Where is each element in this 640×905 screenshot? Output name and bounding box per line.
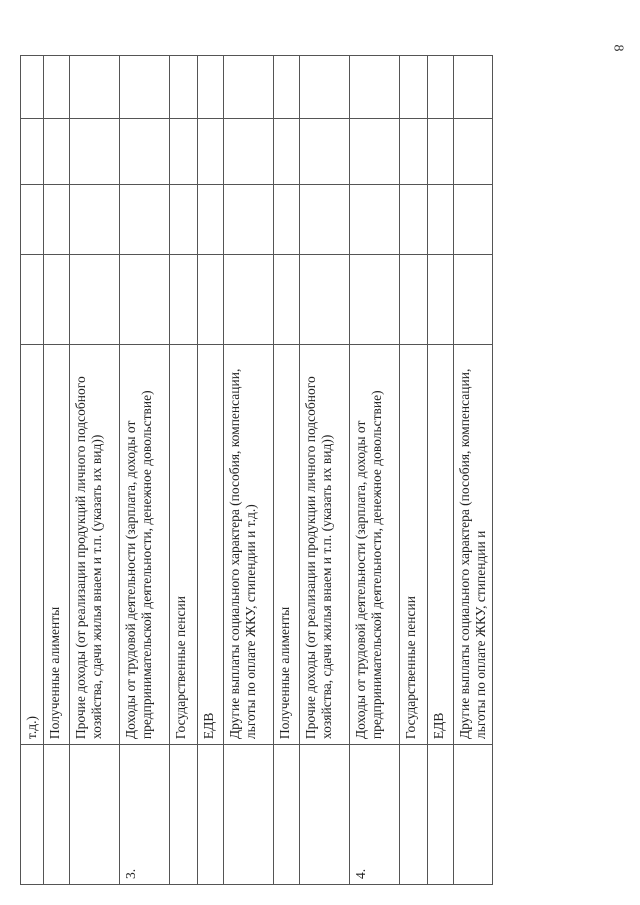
empty-value-cell [224,56,274,119]
empty-value-cell [428,56,454,119]
empty-value-cell [274,185,300,254]
row-number-cell [224,745,274,885]
table-row [21,56,44,885]
empty-value-cell [274,254,300,345]
income-type-cell: ЕДВ [428,345,454,745]
empty-value-cell [350,254,400,345]
empty-value-cell [274,118,300,185]
table-row [170,56,198,885]
empty-value-cell [274,56,300,119]
table-row [274,56,300,885]
row-number-cell [428,745,454,885]
empty-value-cell [44,185,70,254]
rotated-table-container [20,55,620,885]
table-row [400,56,428,885]
table-row [454,56,493,885]
row-number-cell [198,745,224,885]
income-type-cell: Государственные пенсии [400,345,428,745]
empty-value-cell [428,254,454,345]
row-number-cell [70,745,120,885]
empty-value-cell [170,56,198,119]
empty-value-cell [428,185,454,254]
table-row [198,56,224,885]
table-row [350,56,400,885]
empty-value-cell [21,118,44,185]
empty-value-cell [120,56,170,119]
empty-value-cell [400,56,428,119]
empty-value-cell [44,118,70,185]
empty-value-cell [44,56,70,119]
income-type-cell: Другие выплаты социального характера (пособия, компенсации, льготы по оплате ЖКУ, стипендии и [454,345,493,745]
empty-value-cell [300,254,350,345]
empty-value-cell [400,254,428,345]
empty-value-cell [454,118,493,185]
income-type-cell: Полученные алименты [44,345,70,745]
empty-value-cell [300,118,350,185]
row-number-cell [400,745,428,885]
empty-value-cell [170,118,198,185]
row-number-cell [454,745,493,885]
empty-value-cell [120,254,170,345]
income-type-cell: Государственные пенсии [170,345,198,745]
row-number-cell [300,745,350,885]
table-row [300,56,350,885]
page-number: 8 [610,44,626,52]
income-type-cell: Прочие доходы (от реализации продукций личного подсобного хозяйства, сдачи жилья внаем и т.п. (указать их вид)) [70,345,120,745]
row-number-cell [274,745,300,885]
income-type-cell: Доходы от трудовой деятельности (зарплата, доходы от предпринимательской деятельности, денежное довольствие) [120,345,170,745]
empty-value-cell [350,185,400,254]
income-type-cell: Доходы от трудовой деятельности (зарплата, доходы от предпринимательской деятельности, денежное довольствие) [350,345,400,745]
empty-value-cell [300,185,350,254]
empty-value-cell [44,254,70,345]
income-type-cell: Полученные алименты [274,345,300,745]
empty-value-cell [454,185,493,254]
empty-value-cell [70,185,120,254]
empty-value-cell [120,118,170,185]
income-type-cell: Другие выплаты социального характера (пособия, компенсации, льготы по оплате ЖКУ, стипендии и т.д.) [224,345,274,745]
empty-value-cell [454,254,493,345]
row-number-cell: 3. [120,745,170,885]
row-number-cell [170,745,198,885]
empty-value-cell [21,56,44,119]
empty-value-cell [70,254,120,345]
empty-value-cell [170,185,198,254]
empty-value-cell [428,118,454,185]
income-type-cell: ЕДВ [198,345,224,745]
empty-value-cell [300,56,350,119]
empty-value-cell [170,254,198,345]
row-number-cell [21,745,44,885]
income-table-body [21,56,493,885]
empty-value-cell [400,185,428,254]
empty-value-cell [70,118,120,185]
empty-value-cell [21,185,44,254]
income-type-cell: т.д.) [21,345,44,745]
table-row [44,56,70,885]
empty-value-cell [400,118,428,185]
empty-value-cell [198,254,224,345]
income-table [20,55,493,885]
empty-value-cell [350,56,400,119]
table-row [224,56,274,885]
empty-value-cell [198,118,224,185]
empty-value-cell [350,118,400,185]
row-number-cell: 4. [350,745,400,885]
empty-value-cell [21,254,44,345]
table-row [120,56,170,885]
table-row [70,56,120,885]
empty-value-cell [70,56,120,119]
empty-value-cell [120,185,170,254]
empty-value-cell [198,56,224,119]
empty-value-cell [198,185,224,254]
row-number-cell [44,745,70,885]
empty-value-cell [454,56,493,119]
empty-value-cell [224,254,274,345]
empty-value-cell [224,185,274,254]
income-type-cell: Прочие доходы (от реализации продукции личного подсобного хозяйства, сдачи жилья внаем и т.п. (указать их вид)) [300,345,350,745]
table-row [428,56,454,885]
empty-value-cell [224,118,274,185]
